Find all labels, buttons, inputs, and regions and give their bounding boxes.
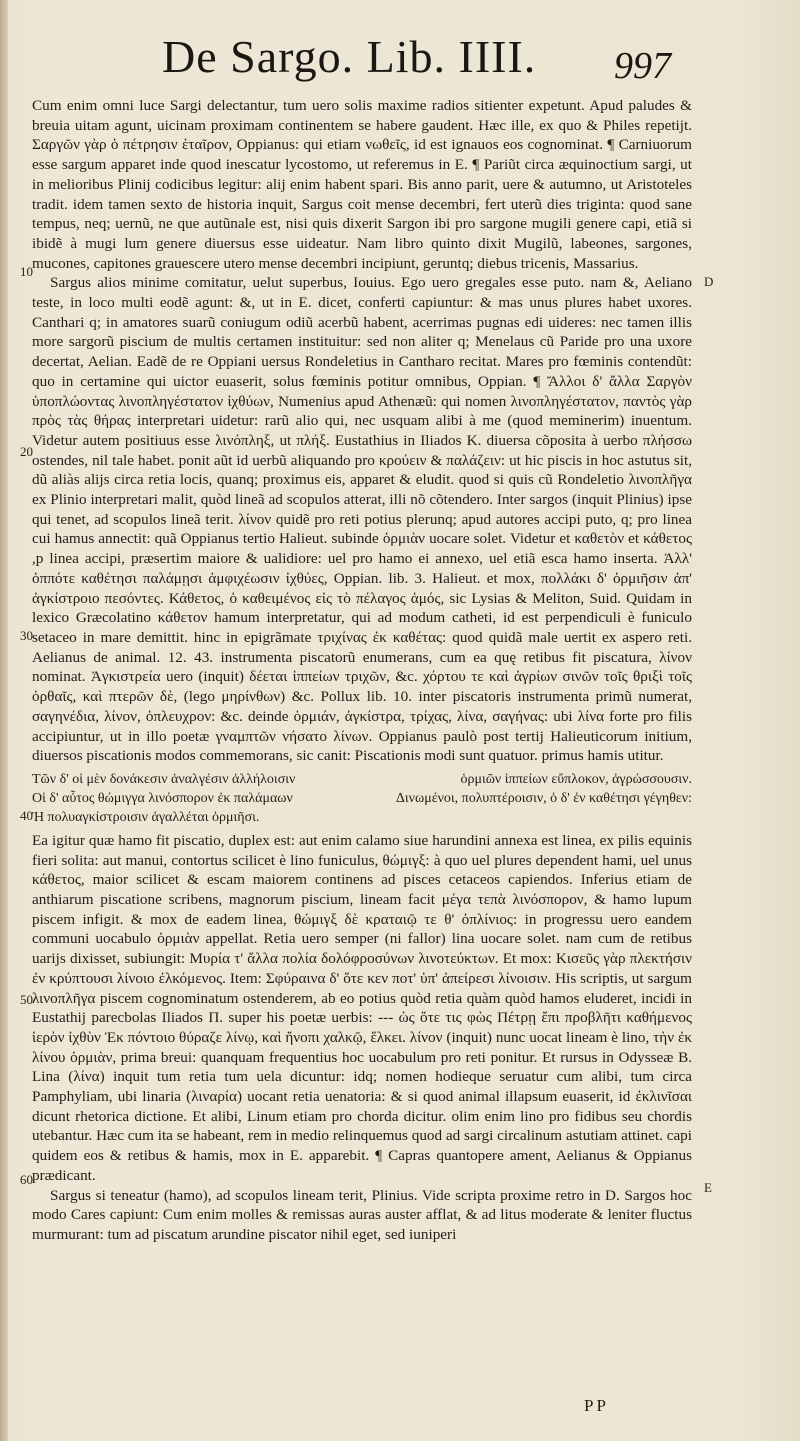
verse-left: Ἠ πολυαγκίστροισιν ἀγαλλέται ὁρμιῆσι. xyxy=(32,809,260,825)
line-number: 30 xyxy=(20,628,33,643)
verse-line xyxy=(32,789,692,808)
running-title: De Sargo. Lib. IIII. xyxy=(162,31,537,82)
verse-left: Οἱ δ' αὖτος θώμιγγα λινόσπορον ἐκ παλάμαων xyxy=(32,790,293,806)
verse-right: Δινωμένοι, πολυπτέροισιν, ὁ δ' ἐν καθέτησι γέγηθεν: xyxy=(395,790,692,806)
line-number: 10 xyxy=(20,264,33,279)
line-number: 50 xyxy=(20,992,33,1007)
page-header xyxy=(0,22,800,92)
paragraph: Cum enim omni luce Sargi delectantur, tum uero solis maxime radios sitienter expetunt. Apud paludes & breuia uitam agunt, uicinam proximam continentem se habere gaudent. Hæc ille, ex quo & Philes repetijt. Σαργῶν γὰρ ὁ πέτρησιν ἑταῖρον, Oppianus: qui etiam νωθεῖς, id est ignauos eos cognominat. ¶ Carniuorum esse sargum apparet inde quod inescatur lycostomo, ut referemus in E. ¶ Pariũt circa æquinoctium sargi, ut in melioribus Plinij codicibus legitur: alij enim habent spari. Bis anno parit, uere & autumno, ut Aristoteles tradit. idem tamen sexto de historia inquit, Sargus coit mense decembri, fert uterũ dies triginta: quod sane tempus, neq; uernũ, ne que autũnale est, nisi quis dixerit Sargon ibi pro sargone mugili genere capi, etiã si ibidẽ à mugi lum genere diuersus esse uideatur. Nam libro quinto dixit Mugilũ, labeones, sargones, mucones, capitones grauescere utero mense decembri incipiunt, geruntq; diebus tricenis, Massarius. xyxy=(32,97,692,272)
verse-line xyxy=(32,808,692,827)
paragraph: Sargus alios minime comitatur, uelut superbus, Iouius. Ego uero gregales esse puto. nam &, Aeliano teste, in loco multi eodẽ agunt: &, ut in E. dicet, conferti capiuntur: & mas unus plures habet uxores. Canthari q; in amatores suarũ coniugum odiũ acerbũ habent, acerrimas pugnas edi uideres: nec tamen illis more sargorũ piscium de multis certamen instituitur: sed non aliter q; Menelaus cũ Paride pro una uxore decertat, Aelian. Eadẽ de re Oppiani uersus Rondeletius in Cantharo recitat. Mares pro fœminis contendũt: quo in certamine qui uictor euaserit, solus fœminis potitur omnibus, Oppian. ¶ Ἄλλοι δ' ἄλλα Σαργὸν ὑποπλώοντας λινοπληγέστατον ἰχθύων, Numenius apud Athenæũ: qui nomen λινοπληγέστατον, παντὸς γὰρ πρὸς τὰς θήρας interpretari uidetur: rarũ alio qui, nec usquam alibi à me (quod meminerim) inuentum. Videtur autem positiuus esse λινόπληξ, ut πλήξ. Eustathius in Iliados K. diuersa cõposita à uerbo πλήσσω ostendes, nil tale habet. ponit aũt id uerbũ aliquando pro κρούειν & παλάζειν: ut hic piscis in hoc astutus sit, dũ aliàs alijs circa retia locis, quanq; proximus eis, apparet & eludit. quod si quis cũ Rondeletio λινοπλῆγα ex Plinio interpretari malit, quòd lineã ad scopulos atterat, illi nõ cõtendero. Inter sargos (inquit Plinius) ipse qui tenet, ad scopulos lineã terit. λίνον quidẽ pro reti potius plerunq; apud autores accipi puto, q; pro linea cui hamus annectit: quã Oppianus tertio Halieut. subinde ὁρμιὰν uocare solet. Videtur et καθετὸν et κάθετος ,p linea accipi, præsertim maiore & ualidiore: uel pro hamo ei annexo, uel etiã esca hamo inserta. Ἀλλ' ὁππότε καθέτησι παλάμῃσι ἀμφιχέωσιν ἰχθύες, Oppian. lib. 3. Halieut. et mox, πολλάκι δ' ὁρμιῆσιν ἀπ' ἀγκίστροιο πεσόντες. Κάθετος, ὁ καθειμένος εἰς τὸ πέλαγος ἁμός, sic Lysias & Meliton, Suid. Quidam in lexico Græcolatino κάθετον hamum interpretatur, qui ad modum catheti, id est perpendiculi è funiculo setaceo in mare demittit. hinc in epigrãmate τριχίνας ἐκ καθέτας: quod quidã male uertit ex aspero reti. Aelianus de animal. 12. 43. instrumenta piscatorũ enumerans, cum ea quę retibus fit piscatura, λίνον nominat. Ἀγκιστρεία uero (inquit) δέεται ἱππείων τριχῶν, &c. χόρτου τε καὶ ἀγρίων σινῶν τοῖς θριξὶ τοῖς ὀρθαῖς, καὶ πτερῶν δὲ, (lego μηρίνθων) &c. Pollux lib. 10. inter piscatoris instrumenta primũ numerat, σαγηνέδια, λίνον, ὁπλευχρον: &c. deinde ὁρμιάν, ἀγκίστρα, τρίχας, λίνα, σαγήνας: ubi λίνα forte pro filis accipiuntur, ut in illo poetæ γναμπτῶν νήσατο λίνων. Oppianus paulò post tertij Halieuticorum initium, diuersos piscationis modos commemorans, sic canit: Piscationis modi sunt quatuor. primus hamis utitur. xyxy=(32,274,692,765)
section-letter-d: D xyxy=(704,274,714,289)
body-text xyxy=(32,96,692,1245)
binding-gutter xyxy=(0,0,8,1441)
verse-right: ὁρμιῶν ἱππείων εὔπλοκον, ἀγρώσσουσιν. xyxy=(460,771,692,787)
signature-mark: PP xyxy=(584,1396,609,1415)
paragraph: Sargus si teneatur (hamo), ad scopulos lineam terit, Plinius. Vide scripta proxime retro in D. Sargos hoc modo Cares capiunt: Cum enim molles & remissas auras auster afflat, & ad litus moderate & leniter fluctus murmurant: tum ad piscatum arundine piscator nihil eget, sed iuniperi xyxy=(32,1186,692,1243)
greek-verse xyxy=(32,770,692,827)
line-number: 40 xyxy=(20,808,33,823)
paragraph: Ea igitur quæ hamo fit piscatio, duplex est: aut enim calamo siue harundini annexa est linea, ex pilis equinis fieri solita: aut manui, contortus scilicet è lino funiculus, θώμιγξ: à quo uel plures dependent hami, uel unus κάθετος, maior scilicet & escam maiorem continens ad pisces cetaceos capiendos. Inferius etiam de anthiarum piscatione scribens, magnorum piscium, lineam facit μέγα τεπὰ λινόσπορον, & hamo lupum piscem infigit. & mox de eadem linea, θώμιγξ δὲ κραταιῷ τε θ' ὀπλίνιος: in progressu uero eandem communi uocabulo ὁρμιὰν appellat. Retia uero semper (ni fallor) lina uocare solet. nam cum de retibus uarijs dixisset, subiungit: Μυρία τ' ἄλλα πολία δολόφροσύνων λινοτεύκτων. Et mox: Κισεῦς γὰρ πλεκτήσιν ἐν κρύπτουσι λίνοιο ἐλκόμενος. Item: Σφύραινα δ' ὅτε κεν ποτ' ὑπ' ἀπείρεσι λίνοισιν. His scriptis, ut sargum λινοπλῆγα piscem cognominatum ostenderem, ab eo potius quòd retia quàm quòd hamos eluderet, incidi in Eustathij parecbolas Iliados Π. super his poetæ uerbis: --- ὡς ὅτε τις φὼς Πέτρῃ ἔπι προβλῆτι καθήμενος ἱερὸν ἰχθὺν Ἐκ πόντοιο θύραζε λίνῳ, καὶ ἤνοπι χαλκῷ, ἕλκει. λίνον (inquit) nunc uocat lineam è lino, τὴν ἐκ λίνου ὁρμιὰν, prima breui: quanquam frequentius hoc uocabulum pro reti ponitur. Et rursus in Odysseæ B. Lina (λίνα) inquit tum retia tum uela dicuntur: idq; nomen hodieque seruatur cum alibi, tum circa Pamphyliam, ubi linaria (λιναρία) uocant retia uenatoria: & si quod animal illapsum euaserit, id ἐκλινῖσαι dicunt rhetorica dictione. Et alibi, Linum etiam pro chorda dicitur. olim enim lino pro fidibus seu chordis utebantur. Hæc cum ita se habeant, rem in medio relinquemus quod ad sargi circalinum astutiam attinet. capi quidem eos & retibus & hamis, mox in E. apparebit. ¶ Capras quantopere ament, Aelianus & Oppianus prædicant. xyxy=(32,831,692,1184)
page-number: 997 xyxy=(614,45,671,87)
section-letter-e: E xyxy=(704,1180,712,1195)
verse-left: Τῶν δ' οἱ μὲν δονάκεσιν ἀναλγέσιν ἀλλήλοισιν xyxy=(32,771,296,787)
verse-line xyxy=(32,770,692,789)
line-number: 20 xyxy=(20,444,33,459)
line-number: 60 xyxy=(20,1172,33,1187)
